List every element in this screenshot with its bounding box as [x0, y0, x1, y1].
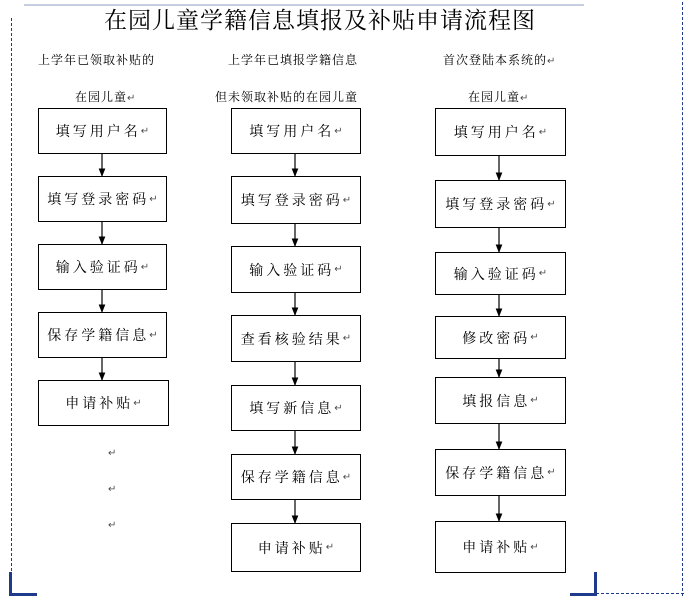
flow-step-box: 填写登录密码 ↵	[231, 176, 361, 224]
column-3-header-line-1: 首次登陆本系统的↵	[443, 53, 556, 67]
flow-step-box: 填写用户名 ↵	[38, 108, 167, 154]
flow-step-box: 输入验证码 ↵	[38, 244, 167, 290]
flow-step-box: 输入验证码 ↵	[435, 252, 566, 295]
flow-step-box: 填写用户名 ↵	[435, 108, 566, 156]
flow-step-box: 填写用户名 ↵	[231, 108, 361, 154]
flow-step-box: 查看核验结果 ↵	[231, 315, 361, 362]
flow-step-box: 输入验证码 ↵	[231, 246, 361, 293]
column-2-header-line-2: 但未领取补贴的在园儿童	[215, 90, 359, 104]
flow-step-box: 填报信息 ↵	[435, 377, 566, 424]
column-1-header-line-1: 上学年已领取补贴的	[38, 53, 156, 67]
paragraph-mark: ↵	[108, 484, 117, 495]
flow-step-box: 填写登录密码 ↵	[435, 180, 566, 228]
flow-step-box: 申请补贴 ↵	[231, 523, 361, 572]
flow-step-box: 保存学籍信息 ↵	[231, 454, 361, 500]
column-2-header-line-1: 上学年已填报学籍信息	[228, 53, 359, 67]
flow-step-box: 保存学籍信息 ↵	[38, 312, 167, 358]
flow-step-box: 保存学籍信息 ↵	[435, 449, 566, 496]
diagram-title: 在园儿童学籍信息填报及补贴申请流程图	[104, 8, 536, 34]
flow-step-box: 申请补贴 ↵	[435, 521, 566, 573]
column-3-header-line-2: 在园儿童↵	[468, 90, 529, 104]
paragraph-mark: ↵	[108, 520, 117, 531]
paragraph-mark: ↵	[108, 448, 117, 459]
flow-step-box: 填写登录密码 ↵	[38, 176, 167, 222]
flow-step-box: 填写新信息 ↵	[231, 385, 361, 431]
flow-step-box: 修改密码 ↵	[435, 316, 566, 359]
flow-step-box: 申请补贴 ↵	[38, 380, 169, 426]
column-1-header-line-2: 在园儿童↵	[75, 90, 136, 104]
